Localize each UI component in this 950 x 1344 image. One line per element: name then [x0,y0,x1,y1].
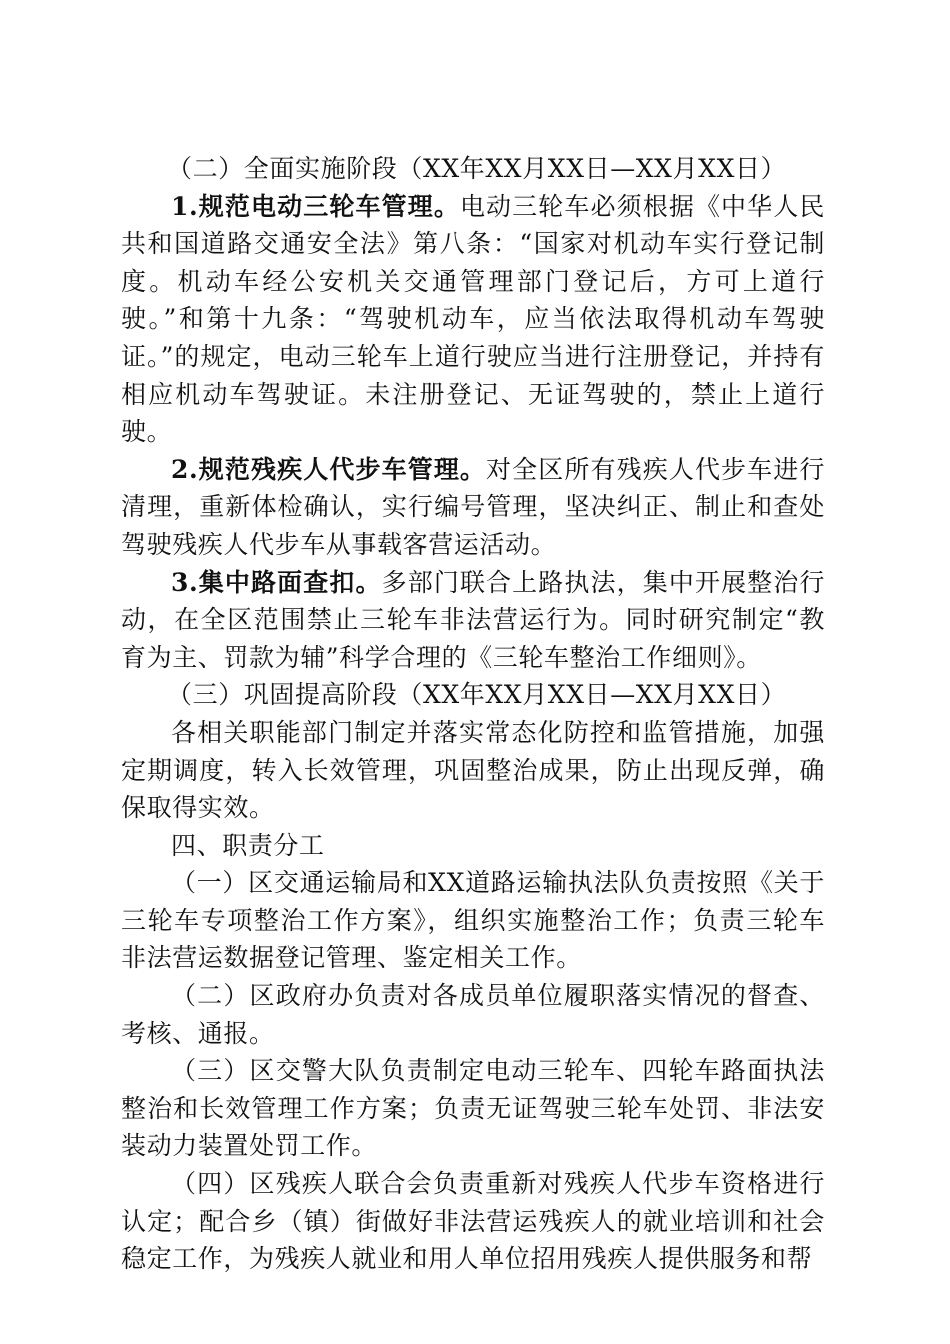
chapter-heading-duties: 四、职责分工 [171,830,325,860]
duty-paragraph-3: （三）区交警大队负责制定电动三轮车、四轮车路面执法整治和长效管理工作方案；负责无证驾驶三轮车处罚、非法安装动力装置处罚工作。 [121,1056,825,1161]
duty-paragraph-4: （四）区残疾人联合会负责重新对残疾人代步车资格进行认定；配合乡（镇）街做好非法营运残疾人的就业培训和社会稳定工作，为残疾人就业和用人单位招用残疾人提供服务和帮 [121,1169,825,1274]
item-road-seizure [121,564,825,677]
item-body: 电动三轮车必须根据《中华人民共和国道路交通安全法》第八条：“国家对机动车实行登记制度。机动车经公安机关交通管理部门登记后，方可上道行驶。”和第十九条：“驾驶机动车，应当依法取得机动车驾驶证。”的规定，电动三轮车上道行驶应当进行注册登记，并持有相应机动车驾驶证。未注册登记、无证驾驶的，禁止上道行驶。 [121,191,825,447]
item-disabled-vehicle-management [121,451,825,564]
item-lead: 3.集中路面查扣。 [171,567,382,597]
duty-paragraph-1: （一）区交通运输局和XX道路运输执法队负责按照《关于三轮车专项整治工作方案》，组织实施整治工作；负责三轮车非法营运数据登记管理、鉴定相关工作。 [121,868,825,973]
duty-paragraph-2: （二）区政府办负责对各成员单位履职落实情况的督查、考核、通报。 [121,981,825,1048]
body-paragraph: 各相关职能部门制定并落实常态化防控和监管措施，加强定期调度，转入长效管理，巩固整治成果，防止出现反弹，确保取得实效。 [121,717,825,823]
item-body: 多部门联合上路执法，集中开展整治行动，在全区范围禁止三轮车非法营运行为。同时研究制定“教育为主、罚款为辅”科学合理的《三轮车整治工作细则》。 [121,567,826,672]
item-lead: 1.规范电动三轮车管理。 [171,191,460,221]
document-page [121,150,825,1278]
item-body: 对全区所有残疾人代步车进行清理，重新体检确认，实行编号管理，坚决纠正、制止和查处驾驶残疾人代步车从事载客营运活动。 [121,454,825,559]
item-tricycle-management [121,188,825,451]
section-heading-phase-two: （二）全面实施阶段（XX年XX月XX日—XX月XX日） [167,154,787,183]
section-heading-phase-three: （三）巩固提高阶段（XX年XX月XX日—XX月XX日） [167,680,787,710]
item-lead: 2.规范残疾人代步车管理。 [171,454,487,484]
